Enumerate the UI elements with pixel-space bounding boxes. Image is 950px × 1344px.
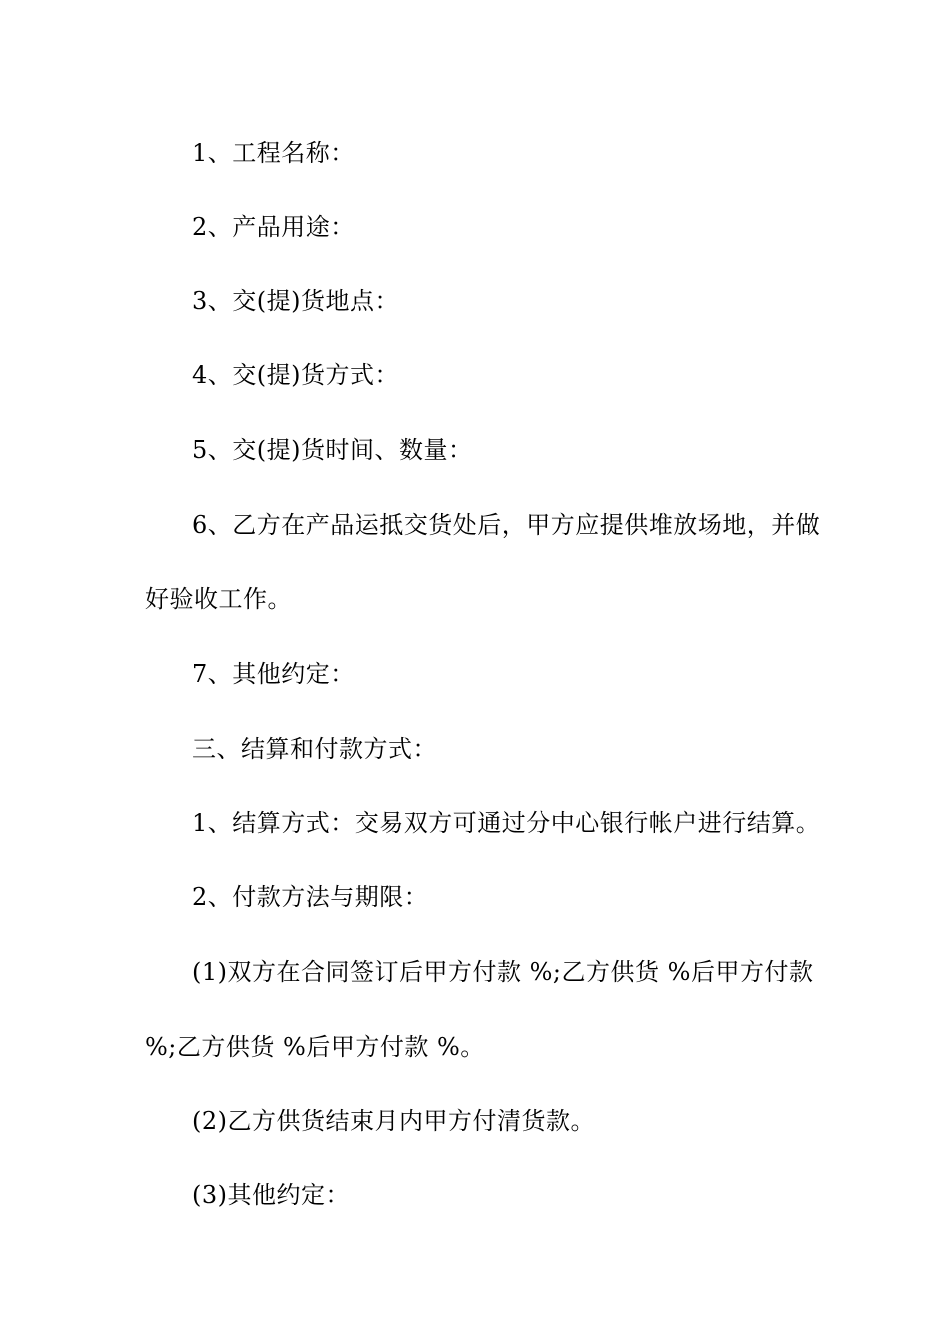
paragraph-other-agreement: 7、其他约定： <box>192 660 355 688</box>
paragraph-acceptance-line-1: 6、乙方在产品运抵交货处后，甲方应提供堆放场地，并做 <box>192 511 821 539</box>
paragraph-payment-item-1-line-2: %;乙方供货 %后甲方付款 %。 <box>145 1033 485 1061</box>
paragraph-delivery-time-quantity: 5、交(提)货时间、数量： <box>192 436 473 464</box>
paragraph-acceptance-line-2: 好验收工作。 <box>145 585 292 613</box>
paragraph-payment-item-1-line-1: (1)双方在合同签订后甲方付款 %;乙方供货 %后甲方付款 <box>192 958 814 986</box>
paragraph-payment-item-3: (3)其他约定： <box>192 1181 350 1209</box>
paragraph-delivery-method: 4、交(提)货方式： <box>192 361 399 389</box>
paragraph-delivery-location: 3、交(提)货地点： <box>192 287 399 315</box>
paragraph-payment-item-2: (2)乙方供货结束月内甲方付清货款。 <box>192 1107 595 1135</box>
paragraph-product-use: 2、产品用途： <box>192 213 355 241</box>
paragraph-settlement-method: 1、结算方式：交易双方可通过分中心银行帐户进行结算。 <box>192 809 821 837</box>
section-heading-settlement: 三、结算和付款方式： <box>192 735 437 763</box>
paragraph-project-name: 1、工程名称： <box>192 139 355 167</box>
paragraph-payment-terms: 2、付款方法与期限： <box>192 883 429 911</box>
